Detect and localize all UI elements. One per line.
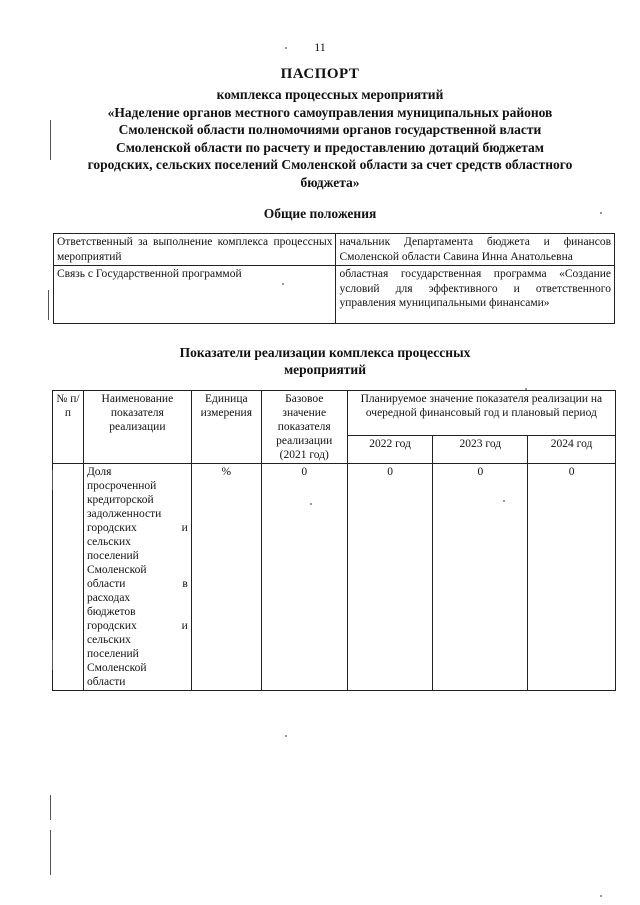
header-2023: 2023 год [433, 436, 528, 464]
scan-dot [285, 735, 287, 737]
name-line: поселений [86, 550, 139, 562]
scan-mark [50, 120, 51, 160]
general-value-cell: областная государственная программа «Создание условий для эффективного и ответственного управления муниципальными финансами» [336, 266, 615, 324]
name-line: городских и [86, 620, 188, 632]
name-line: задолженности [86, 508, 162, 520]
name-line: просроченной [86, 480, 157, 492]
general-label-cell: Ответственный за выполнение комплекса процессных мероприятий [54, 234, 336, 266]
row-num-cell [53, 464, 84, 691]
scan-dot [310, 503, 312, 505]
row-name-cell [83, 464, 191, 691]
scan-dot [285, 47, 287, 49]
row-2022-cell: 0 [347, 464, 433, 691]
name-line: бюджетов [86, 606, 136, 618]
indicators-section-heading [140, 344, 510, 378]
name-line: Смоленской [86, 662, 147, 674]
scan-mark [50, 795, 51, 820]
general-section-heading: Общие положения [263, 206, 377, 221]
scan-dot [503, 500, 505, 502]
subtitle-line: Смоленской области полномочиями органов государственной власти [118, 122, 542, 137]
row-unit-cell: % [191, 464, 261, 691]
subtitle-line: Смоленской области по расчету и предоставлению дотаций бюджетам [116, 139, 544, 155]
scan-dot [600, 895, 602, 897]
heading-line: мероприятий [283, 362, 366, 377]
table-header-row [53, 391, 616, 436]
subtitle-line: городских, сельских поселений Смоленской области за счет средств областного [87, 157, 573, 172]
name-line: сельских [86, 536, 131, 548]
table-row [54, 234, 615, 266]
scan-mark [48, 290, 49, 320]
name-line: области в [86, 578, 188, 590]
name-line: сельских [86, 634, 131, 646]
header-num: № п/п [53, 391, 84, 464]
name-line: Доля [86, 466, 112, 478]
row-2023-cell: 0 [433, 464, 528, 691]
scan-mark [50, 830, 51, 875]
page-number: 11 [314, 40, 326, 54]
name-line: области [86, 676, 126, 688]
scan-mark [52, 470, 53, 490]
header-name: Наименование показателя реализации [83, 391, 191, 464]
general-table [53, 233, 615, 324]
row-2024-cell: 0 [528, 464, 616, 691]
name-line: Смоленской [86, 564, 147, 576]
general-value-cell: начальник Департамента бюджета и финансов Смоленской области Савина Инна Анатольевна [336, 234, 615, 266]
header-unit: Единица измерения [191, 391, 261, 464]
name-line: кредиторской [86, 494, 154, 506]
row-base-cell: 0 [261, 464, 347, 691]
heading-line: Показатели реализации комплекса процессных [179, 345, 471, 360]
header-2022: 2022 год [347, 436, 433, 464]
name-line: расходах [86, 592, 131, 604]
scan-dot [525, 388, 527, 390]
table-row [54, 266, 615, 324]
name-line: городских и [86, 522, 188, 534]
scan-mark [52, 640, 53, 670]
scan-dot [282, 283, 284, 285]
document-subtitle [40, 86, 620, 191]
subtitle-line: комплекса процессных мероприятий [216, 87, 444, 102]
name-line: поселений [86, 648, 139, 660]
header-2024: 2024 год [528, 436, 616, 464]
header-base: Базовое значение показателя реализации (2021 год) [261, 391, 347, 464]
header-planned: Планируемое значение показателя реализации на очередной финансовый год и плановый период [347, 391, 615, 436]
scan-dot [600, 212, 602, 214]
table-row [53, 464, 616, 691]
general-label-cell: Связь с Государственной программой [54, 266, 336, 324]
indicators-table [52, 390, 616, 691]
subtitle-line: бюджета» [300, 174, 360, 190]
document-title: ПАСПОРТ [280, 66, 360, 82]
subtitle-line: «Наделение органов местного самоуправления муниципальных районов [107, 104, 553, 120]
